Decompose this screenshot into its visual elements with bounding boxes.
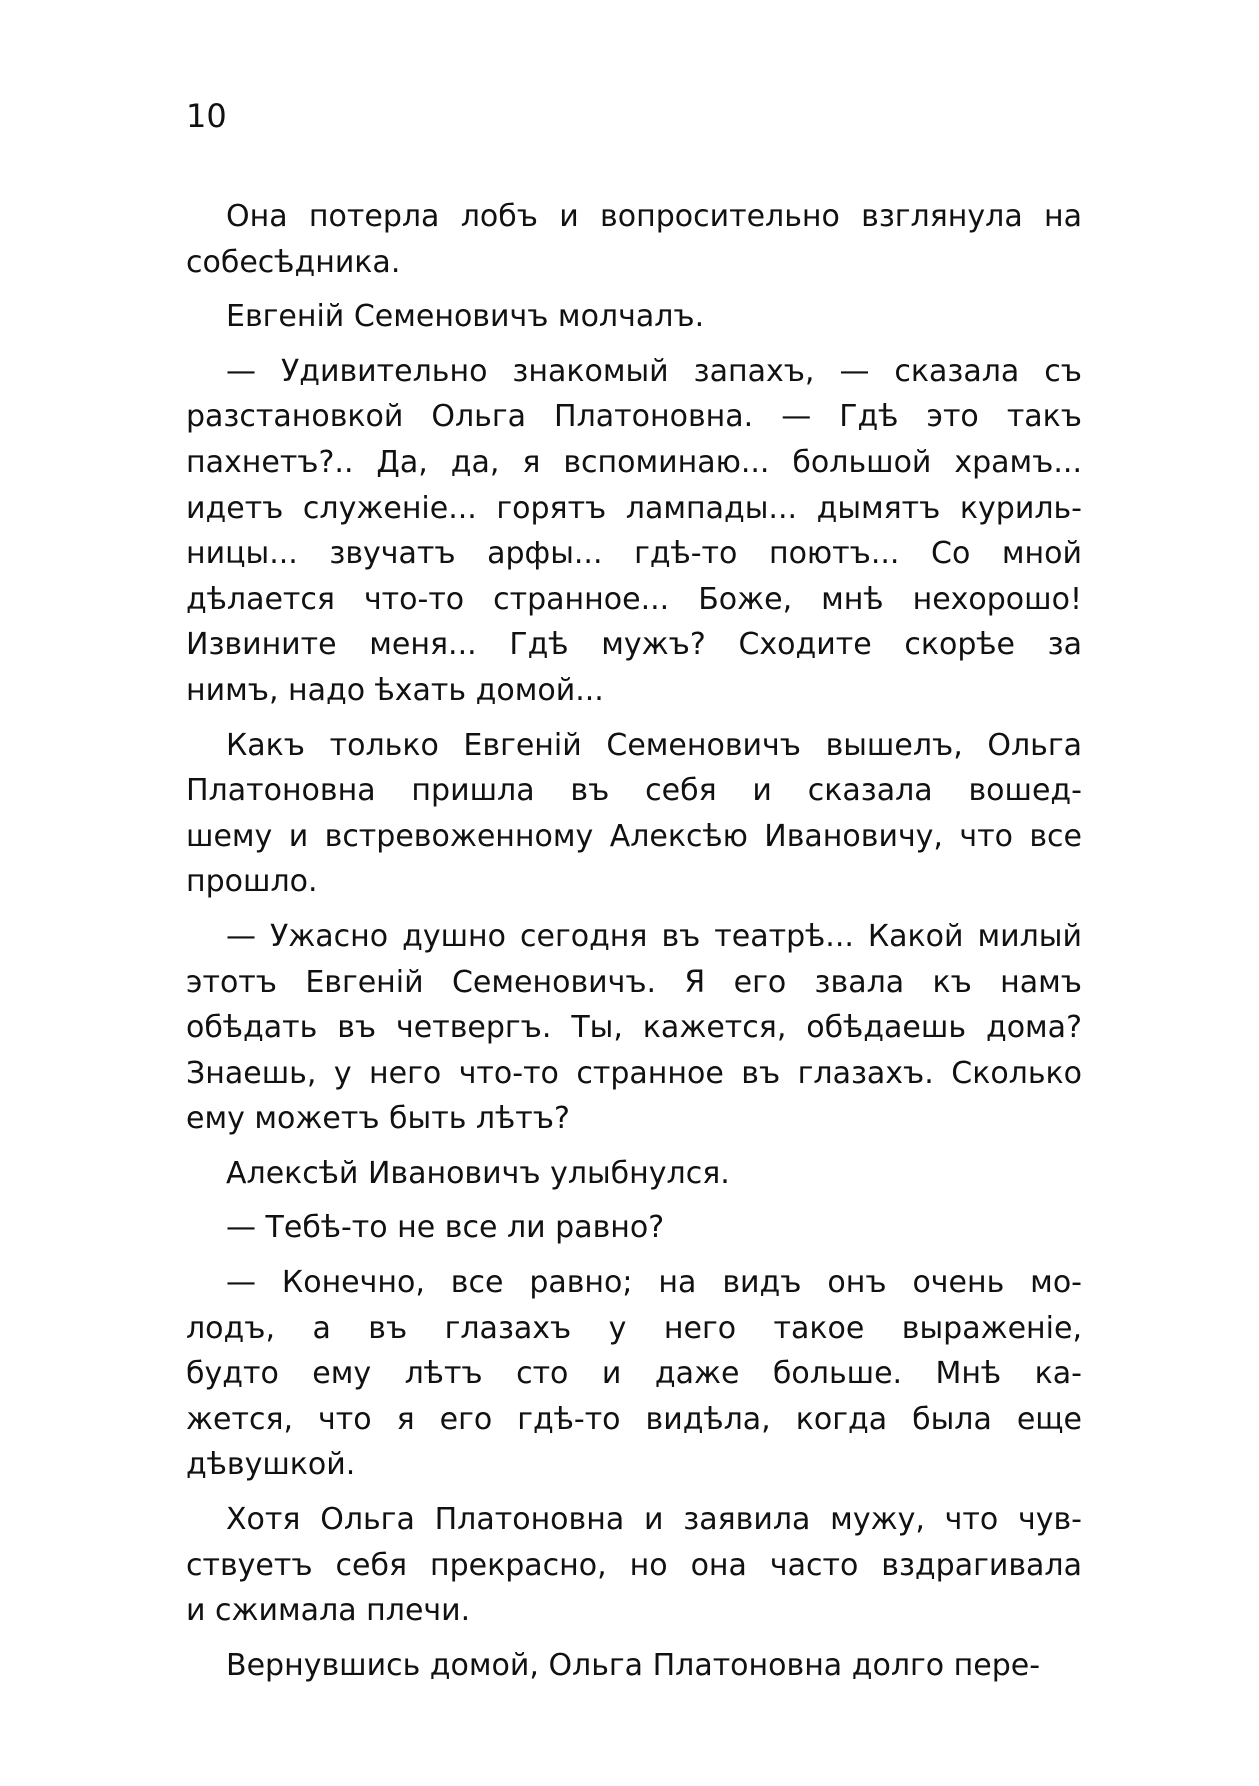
text-line: дѣвушкой. — [186, 1447, 356, 1483]
text-line: — Удивительно знакомый запахъ, — сказала съ — [226, 353, 1082, 389]
text-line: дѣлается что-то странное... Боже, мнѣ нехорошо! — [186, 581, 1082, 617]
paragraph — [186, 914, 1082, 1142]
paragraph — [186, 1260, 1082, 1488]
text-line: Алексѣй Ивановичъ улыбнулся. — [226, 1155, 730, 1191]
text-line: и сжимала плечи. — [186, 1593, 471, 1629]
text-line: — Тебѣ-то не все ли равно? — [226, 1210, 665, 1246]
text-line: Хотя Ольга Платоновна и заявила мужу, что чув- — [226, 1502, 1082, 1538]
paragraph — [186, 1497, 1082, 1634]
text-line: шему и встревоженному Алексѣю Ивановичу, что все — [186, 818, 1082, 854]
text-line: обѣдать въ четвергъ. Ты, кажется, обѣдаешь дома? — [186, 1010, 1082, 1046]
paragraph — [186, 294, 1082, 340]
text-line: пахнетъ?.. Да, да, я вспоминаю... большой храмъ... — [186, 444, 1082, 480]
text-line: ницы... звучатъ арфы... гдѣ-то поютъ... Со мной — [186, 536, 1082, 572]
text-line: ему можетъ быть лѣтъ? — [186, 1101, 570, 1137]
text-line: Она потерла лобъ и вопросительно взглянула на — [226, 199, 1082, 234]
paragraph — [186, 349, 1082, 714]
text-line: Извините меня... Гдѣ мужъ? Сходите скорѣе за — [186, 627, 1082, 663]
text-line: идетъ служеніе... горятъ лампады... дымятъ куриль- — [186, 490, 1082, 526]
text-line: лодъ, а въ глазахъ у него такое выраженіе, — [186, 1310, 1082, 1346]
text-line: будто ему лѣтъ сто и даже больше. Мнѣ ка- — [186, 1356, 1082, 1392]
text-line: — Конечно, все равно; на видъ онъ очень мо- — [226, 1265, 1082, 1301]
text-line: нимъ, надо ѣхать домой... — [186, 672, 604, 708]
text-line: прошло. — [186, 864, 318, 900]
text-line: Какъ только Евгеній Семеновичъ вышелъ, Ольга — [226, 727, 1082, 763]
paragraph — [186, 1205, 1082, 1251]
text-line: Платоновна пришла въ себя и сказала вошед- — [186, 773, 1082, 809]
text-line: ствуетъ себя прекрасно, но она часто вздрагивала — [186, 1547, 1082, 1583]
text-line: этотъ Евгеній Семеновичъ. Я его звала къ намъ — [186, 964, 1082, 1000]
text-line: разстановкой Ольга Платоновна. — Гдѣ это такъ — [186, 399, 1082, 435]
paragraph — [186, 1643, 1082, 1689]
paragraph — [186, 1151, 1082, 1197]
paragraph — [186, 194, 1082, 285]
text-line: — Ужасно душно сегодня въ театрѣ... Какой милый — [226, 918, 1082, 954]
body-text — [186, 194, 1082, 1697]
text-line: Знаешь, у него что-то странное въ глазахъ. Сколько — [186, 1055, 1082, 1091]
paragraph — [186, 723, 1082, 905]
page-number: 10 — [186, 97, 227, 135]
text-line: собесѣдника. — [186, 244, 401, 280]
text-line: жется, что я его гдѣ-то видѣла, когда была еще — [186, 1401, 1082, 1437]
text-line: Вернувшись домой, Ольга Платоновна долго пере- — [226, 1647, 1041, 1683]
text-line: Евгеній Семеновичъ молчалъ. — [226, 299, 705, 335]
